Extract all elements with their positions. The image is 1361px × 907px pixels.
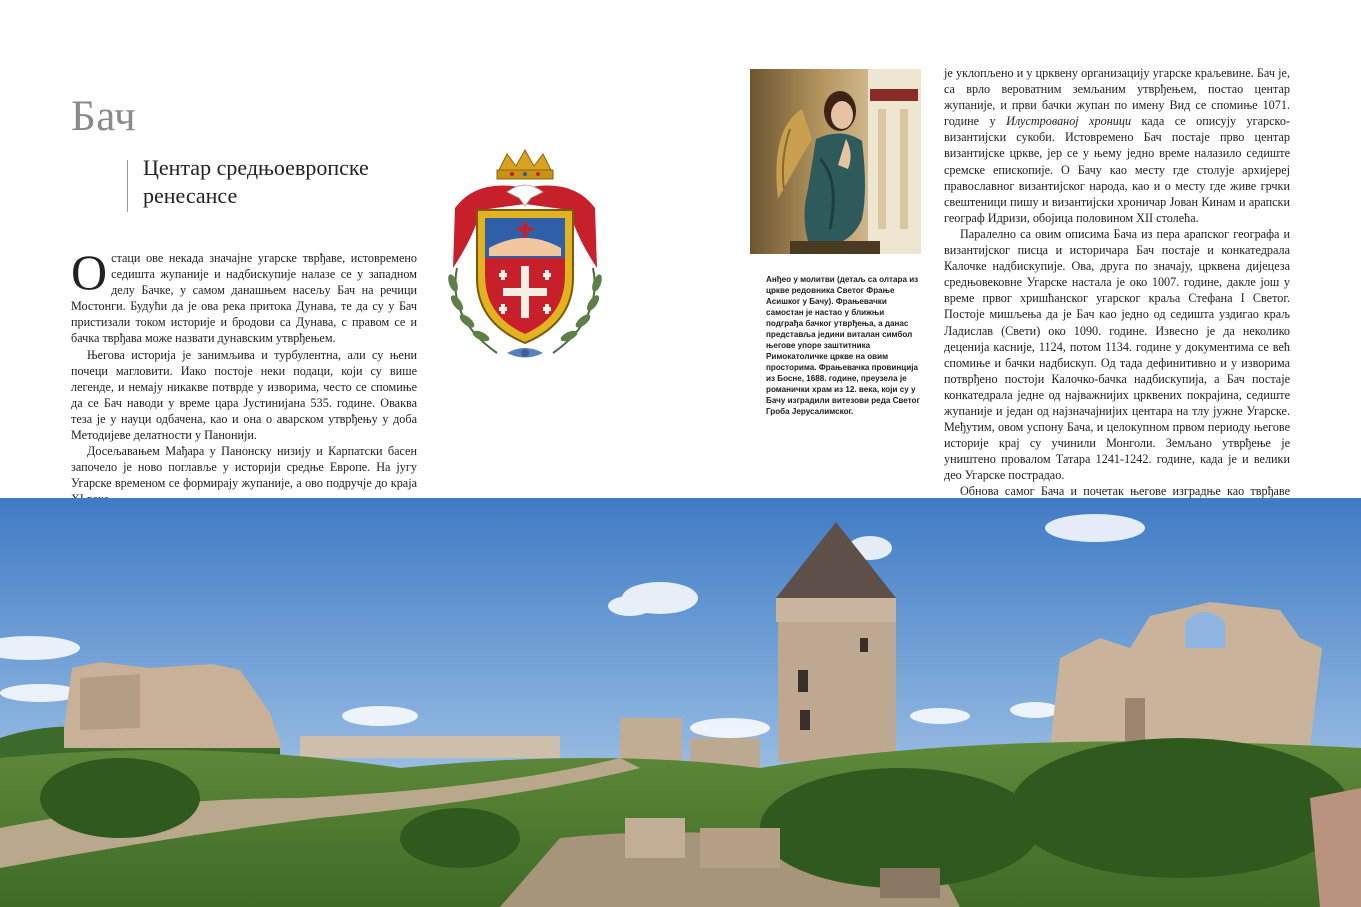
paragraph-1: Остаци ове некада значајне угарске тврђаве, истовремено седишта жупаније и надбискупије налазе се у западном делу Бачке, у самом данашњем насељу Бач на речици Мостонги. Будући да је ова река притока Дунава, те да су у Бач пристизали током историје и бродови са Дунава, с правом се и бачка тврђава може назвати дунавским утврђењем. [71,244,417,346]
paragraph-4: је уклопљено и у црквену организацију угарске краљевине. Бач је, са врло вероватним земљаним утврђењем, постао центар жупаније, и први бачки жупан по имену Вид се спомиње 1071. године у Илустрованој хроници када се описују угарско-византијски сукоби. Истовремено Бач постаје прво центар византијске цркве, јер се у њему једно време налазило седиште сремске епископије. О Бачу као месту где столује архијереј православног византијског народа, као и о месту где живе грчки свештеници пишу и византијски хроничар Јован Кинам и арапски географ Идризи, обојица половином XII столећа. [944,66,1291,225]
chronicle-title: Илустрованој хроници [1006,114,1132,129]
paragraph-3: Досељавањем Мађара у Панонску низију и Карпатски басен започело је ново поглавље у историји средње Европе. На југу Угарске временом се формирају жупаније, а ово подручје до краја [71,444,417,491]
crowned-coat-of-arms-icon [437,148,613,370]
fortress-panorama-photo [0,498,1361,907]
subtitle-divider [127,160,128,212]
left-text-column [71,244,417,508]
angel-statue-photo [750,69,921,254]
page-title: Бач [71,93,137,140]
drop-cap: О [71,244,108,300]
page-subtitle: Центар средњоевропске ренесансе [143,155,369,208]
paragraph-6: Обнова самог Бача и почетак његове изградње као тврђаве [960,484,1290,499]
photo-caption: Анђео у молитви (детаљ са олтара из цркве редовника Светог Фрање Асишког у Бачу). Фрањевачки самостан је настао у ближњи подграђа бачког утврђења, а данас представља једини виталан симбол његове упоре заштитника Римокатоличке цркве на овим просторима. Фрањевачка провинција из Босне, 1688. године, преузела је романички храм из 12. века, који су у Бачу изградили витезови реда Светог Гроба Јерусалимског. [766,275,920,416]
right-text-column [944,65,1290,516]
paragraph-2: Његова историја је занимљива и турбулентна, али су њени почеци магловити. Иако постоје неки подаци, који су више легенде, и немају никакве потврде у изворима, често се спомиње да се Бач наводи у време цара Јустинијана 535. године. Оваква теза је у науци одбачена, као и она о аварском утврђењу у доба Методијеве делатности у Панонији. [71,347,417,443]
paragraph-5: Паралелно са овим описима Бача из пера арапског географа и византијског писца и историчара Бач постаје и конкатедрала Калочке надбискупије. Ова, друга по значају, црквена диjецеза средњовековне Угарске настала је око 1007. године, дакле још у време првог хришћанског угарског краља Стефана I Светог. Постоје мишљења да је Бач као једно од седишта уздигао краљ Ладислав (Свети) око 1090. године. Извесно је да неколико деценија касније, 1124, потом 1134. године у документима се већ спомиње и бачки надбискуп. Од тада дефинитивно и у изворима потврђено постоји Калочко-бачка надбискупија, а Бач постаје конкатедрала једне од најважнијих црквених покрајина, седиште жупаније и један од најзначајнијих центара на тлу јужне Угарске. Међутим, овом успону Бача, и целокупном првом периоду његове историје крај су учинили Монголи. Земљано утврђење је уништено провалом Татара 1241-1242. године, када је и велики део Угарске пострадао. [944,226,1290,483]
